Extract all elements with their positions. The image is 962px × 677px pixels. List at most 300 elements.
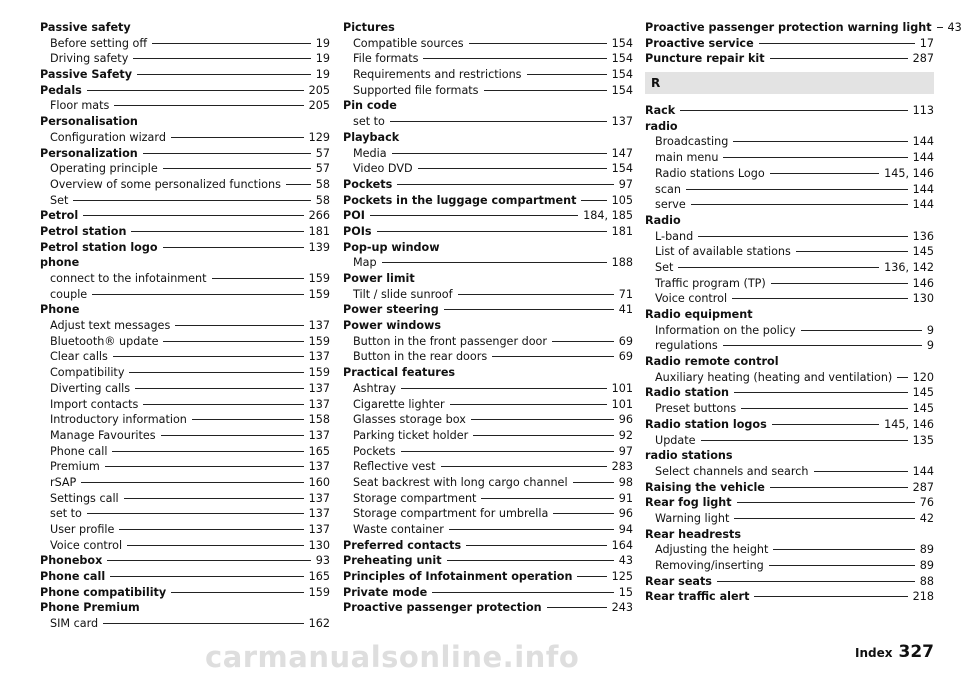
leader-line [769, 565, 915, 566]
index-subentry [343, 161, 633, 177]
leader-line [449, 529, 614, 530]
index-entry [645, 51, 934, 67]
entry-page-number: 154 [611, 162, 633, 176]
entry-page-number: 101 [611, 397, 633, 411]
index-subentry [40, 334, 330, 350]
index-entry [645, 417, 934, 433]
entry-page-number: 159 [308, 585, 330, 599]
index-entry [645, 20, 962, 36]
entry-label: Passive Safety [40, 68, 133, 82]
index-entry [645, 448, 934, 464]
entry-page-number: 105 [611, 193, 633, 207]
entry-page-number: 154 [611, 36, 633, 50]
entry-label: Premium [50, 460, 100, 474]
index-subentry [40, 177, 330, 193]
entry-page-number: 154 [611, 52, 633, 66]
entry-label: Settings call [50, 491, 119, 505]
entry-page-number: 144 [912, 135, 934, 149]
entry-page-number: 94 [618, 523, 633, 536]
leader-line [401, 451, 614, 452]
leader-line [450, 404, 607, 405]
leader-line [163, 247, 304, 248]
index-subentry [40, 365, 330, 381]
index-entry [40, 569, 330, 585]
entry-label: Proactive passenger protection [343, 601, 542, 615]
footer-page-number: 327 [898, 642, 934, 662]
leader-line [458, 294, 614, 295]
entry-label: Adjusting the height [655, 543, 769, 557]
index-subentry [40, 318, 330, 334]
entry-label: Traffic program (TP) [655, 276, 766, 290]
index-subentry [40, 381, 330, 397]
entry-page-number: 159 [308, 272, 330, 285]
entry-label: Rack [645, 104, 676, 118]
entry-label: Auxiliary heating (heating and ventilation) [655, 370, 893, 384]
index-entry [343, 240, 633, 256]
leader-line [113, 356, 304, 357]
entry-page-number: 89 [919, 559, 934, 572]
leader-line [370, 215, 578, 216]
leader-line [119, 529, 303, 530]
watermark: carmanualsonline.info [205, 640, 580, 674]
leader-line [87, 513, 304, 514]
leader-line [759, 43, 915, 44]
index-subentry [343, 36, 633, 52]
leader-line [471, 419, 614, 420]
entry-page-number: 287 [912, 52, 934, 66]
index-entry [645, 354, 934, 370]
entry-label: Rear headrests [645, 527, 742, 541]
index-entry [40, 208, 330, 224]
index-entry [343, 271, 633, 287]
entry-label: Proactive service [645, 36, 754, 50]
entry-label: Reflective vest [353, 460, 436, 474]
index-subentry [40, 522, 330, 538]
leader-line [143, 153, 311, 154]
entry-label: Petrol station logo [40, 240, 158, 254]
index-entry [645, 495, 934, 511]
entry-page-number: 96 [618, 507, 633, 521]
entry-label: Petrol station [40, 224, 127, 238]
entry-label: Pictures [343, 21, 395, 34]
leader-line [87, 90, 304, 91]
entry-label: Driving safety [50, 52, 129, 66]
index-subentry [343, 428, 633, 444]
entry-label: rSAP [50, 475, 77, 489]
leader-line [733, 141, 907, 142]
leader-line [432, 592, 614, 593]
index-entry [343, 98, 633, 114]
entry-label: Manage Favourites [50, 428, 156, 442]
entry-label: Clear calls [50, 350, 108, 364]
leader-line [397, 184, 613, 185]
index-entry [40, 146, 330, 162]
index-subentry [40, 616, 330, 632]
index-entry [40, 114, 330, 130]
leader-line [129, 372, 303, 373]
leader-line [112, 451, 303, 452]
entry-page-number: 41 [618, 303, 633, 317]
leader-line [286, 184, 311, 185]
index-entry [343, 538, 633, 554]
entry-label: Warning light [655, 511, 730, 525]
entry-label: Parking ticket holder [353, 428, 469, 442]
index-subentry [40, 349, 330, 365]
entry-label: Media [353, 146, 387, 160]
entry-page-number: 9 [926, 323, 934, 337]
entry-page-number: 137 [308, 350, 330, 364]
index-subentry [645, 291, 934, 307]
entry-page-number: 147 [611, 146, 633, 160]
entry-page-number: 113 [912, 104, 934, 118]
entry-page-number: 93 [315, 554, 330, 568]
leader-line [466, 545, 607, 546]
entry-label: Set [655, 260, 674, 274]
index-column-3 [645, 20, 962, 605]
entry-page-number: 97 [618, 177, 633, 191]
entry-label: Before setting off [50, 36, 148, 50]
leader-line [686, 189, 908, 190]
entry-page-number: 144 [912, 151, 934, 165]
entry-label: Pedals [40, 83, 82, 97]
leader-line [737, 502, 915, 503]
entry-label: Phonebox [40, 554, 103, 568]
index-entry [645, 589, 934, 605]
leader-line [377, 231, 607, 232]
entry-page-number: 125 [611, 570, 633, 584]
index-subentry [40, 98, 330, 114]
entry-page-number: 159 [308, 334, 330, 348]
entry-label: Pop-up window [343, 240, 440, 254]
index-subentry [40, 538, 330, 554]
leader-line [135, 388, 304, 389]
entry-label: List of available stations [655, 245, 791, 259]
index-entry [343, 365, 633, 381]
index-entry [40, 67, 330, 83]
leader-line [171, 137, 304, 138]
index-entry [343, 20, 633, 36]
leader-line [469, 43, 607, 44]
index-entry [40, 224, 330, 240]
entry-page-number: 97 [618, 444, 633, 458]
index-entry [645, 36, 934, 52]
leader-line [732, 298, 908, 299]
leader-line [447, 560, 614, 561]
entry-label: set to [50, 507, 82, 521]
entry-label: Rear traffic alert [645, 590, 750, 604]
entry-page-number: 145, 146 [884, 166, 934, 180]
entry-page-number: 159 [308, 287, 330, 301]
leader-line [444, 309, 614, 310]
index-subentry [343, 522, 633, 538]
entry-label: Seat backrest with long cargo channel [353, 475, 568, 489]
entry-page-number: 205 [308, 83, 330, 97]
leader-line [691, 204, 908, 205]
entry-label: Compatible sources [353, 36, 464, 50]
entry-label: Information on the policy [655, 323, 796, 337]
entry-label: Compatibility [50, 366, 125, 380]
index-entry [343, 318, 633, 334]
leader-line [814, 471, 908, 472]
entry-page-number: 145 [912, 402, 934, 416]
entry-page-number: 69 [618, 350, 633, 364]
index-subentry [343, 146, 633, 162]
index-subentry [343, 506, 633, 522]
leader-line [390, 121, 607, 122]
entry-page-number: 165 [308, 570, 330, 584]
leader-line [192, 419, 304, 420]
leader-line [92, 294, 303, 295]
entry-label: Radio stations Logo [655, 166, 765, 180]
entry-page-number: 98 [618, 475, 633, 489]
index-entry [343, 193, 633, 209]
index-subentry [645, 134, 934, 150]
index-entry [40, 83, 330, 99]
index-entry [40, 585, 330, 601]
leader-line [772, 424, 879, 425]
entry-page-number: 57 [315, 146, 330, 160]
entry-page-number: 188 [611, 256, 633, 270]
leader-line [723, 157, 907, 158]
entry-label: regulations [655, 339, 718, 353]
leader-line [717, 581, 915, 582]
entry-page-number: 139 [308, 240, 330, 254]
entry-label: File formats [353, 52, 419, 66]
entry-label: Cigarette lighter [353, 397, 445, 411]
leader-line [127, 545, 304, 546]
entry-page-number: 137 [308, 523, 330, 536]
entry-label: Phone [40, 303, 80, 317]
leader-line [124, 498, 304, 499]
index-subentry [343, 287, 633, 303]
entry-page-number: 181 [308, 224, 330, 238]
leader-line [770, 487, 908, 488]
entry-page-number: 160 [308, 475, 330, 489]
leader-line [441, 466, 607, 467]
entry-label: Glasses storage box [353, 413, 466, 427]
leader-line [423, 58, 606, 59]
entry-page-number: 15 [618, 585, 633, 599]
entry-label: main menu [655, 151, 719, 165]
entry-page-number: 9 [926, 339, 934, 353]
index-subentry [343, 349, 633, 365]
index-entry [645, 103, 934, 119]
entry-label: Phone call [40, 570, 106, 584]
index-entry [343, 224, 633, 240]
entry-label: Radio remote control [645, 355, 779, 369]
entry-page-number: 58 [315, 193, 330, 207]
index-entry [40, 553, 330, 569]
leader-line [701, 440, 908, 441]
entry-label: Overview of some personalized functions [50, 177, 281, 191]
leader-line [110, 576, 303, 577]
entry-label: POI [343, 209, 365, 223]
entry-label: Select channels and search [655, 464, 809, 478]
entry-page-number: 154 [611, 83, 633, 97]
index-subentry [343, 114, 633, 130]
leader-line [171, 592, 303, 593]
entry-label: serve [655, 198, 686, 212]
entry-page-number: 43 [618, 554, 633, 568]
leader-line [770, 58, 908, 59]
leader-line [552, 341, 614, 342]
entry-label: Update [655, 433, 696, 447]
entry-label: radio [645, 119, 678, 133]
entry-label: Raising the vehicle [645, 480, 765, 494]
entry-label: Phone Premium [40, 601, 140, 615]
entry-label: Adjust text messages [50, 319, 171, 333]
entry-label: User profile [50, 523, 115, 536]
leader-line [547, 607, 607, 608]
entry-label: Preferred contacts [343, 538, 462, 552]
index-entry [645, 574, 934, 590]
index-subentry [645, 464, 934, 480]
leader-line [734, 518, 914, 519]
letter-heading: R [645, 72, 934, 94]
entry-label: Practical features [343, 366, 456, 380]
entry-page-number: 159 [308, 366, 330, 380]
index-subentry [343, 67, 633, 83]
leader-line [133, 58, 310, 59]
entry-page-number: 136 [912, 229, 934, 243]
index-subentry [40, 130, 330, 146]
entry-label: Puncture repair kit [645, 52, 765, 66]
leader-line [418, 168, 607, 169]
leader-line [137, 74, 311, 75]
index-subentry [645, 511, 934, 527]
index-entry [40, 302, 330, 318]
entry-label: Pockets [353, 444, 396, 458]
entry-page-number: 137 [308, 507, 330, 521]
leader-line [678, 267, 879, 268]
entry-label: Personalization [40, 146, 138, 160]
entry-label: couple [50, 287, 88, 301]
leader-line [527, 74, 607, 75]
leader-line [734, 392, 908, 393]
leader-line [937, 27, 943, 28]
entry-label: Button in the front passenger door [353, 334, 547, 348]
index-subentry [343, 475, 633, 491]
entry-page-number: 154 [611, 68, 633, 82]
index-subentry [40, 506, 330, 522]
leader-line [577, 576, 606, 577]
entry-page-number: 137 [308, 381, 330, 395]
index-subentry [343, 255, 633, 271]
entry-label: Pin code [343, 99, 397, 113]
entry-label: Principles of Infotainment operation [343, 570, 573, 584]
index-subentry [645, 166, 934, 182]
entry-label: connect to the infotainment [50, 272, 207, 285]
index-subentry [40, 491, 330, 507]
entry-label: Pockets [343, 177, 393, 191]
entry-label: Requirements and restrictions [353, 68, 522, 82]
entry-page-number: 19 [315, 36, 330, 50]
entry-page-number: 96 [618, 413, 633, 427]
entry-label: Video DVD [353, 162, 413, 176]
index-subentry [343, 397, 633, 413]
entry-page-number: 130 [308, 538, 330, 552]
leader-line [801, 330, 922, 331]
entry-page-number: 144 [912, 464, 934, 478]
index-subentry [645, 542, 934, 558]
entry-page-number: 162 [308, 617, 330, 631]
entry-label: Ashtray [353, 381, 397, 395]
entry-page-number: 136, 142 [884, 260, 934, 274]
leader-line [163, 168, 311, 169]
entry-page-number: 91 [618, 491, 633, 505]
index-subentry [645, 182, 934, 198]
index-entry [645, 119, 934, 135]
leader-line [481, 498, 613, 499]
index-entry [343, 569, 633, 585]
leader-line [152, 43, 311, 44]
index-subentry [343, 412, 633, 428]
entry-page-number: 135 [912, 433, 934, 447]
entry-page-number: 92 [618, 428, 633, 442]
leader-line [143, 404, 303, 405]
leader-line [473, 435, 614, 436]
index-subentry [343, 83, 633, 99]
leader-line [401, 388, 607, 389]
entry-label: Floor mats [50, 99, 110, 113]
index-subentry [645, 558, 934, 574]
entry-page-number: 43 [947, 21, 962, 34]
index-subentry [343, 334, 633, 350]
entry-label: Set [50, 193, 69, 207]
entry-label: Personalisation [40, 115, 138, 129]
leader-line [212, 278, 304, 279]
leader-line [723, 345, 922, 346]
index-subentry [645, 401, 934, 417]
entry-label: Broadcasting [655, 135, 729, 149]
entry-page-number: 266 [308, 209, 330, 223]
entry-label: Bluetooth® update [50, 334, 159, 348]
entry-label: Removing/inserting [655, 559, 764, 572]
leader-line [107, 560, 310, 561]
index-subentry [645, 260, 934, 276]
index-subentry [645, 338, 934, 354]
entry-label: Supported file formats [353, 83, 479, 97]
leader-line [161, 435, 304, 436]
entry-page-number: 158 [308, 413, 330, 427]
entry-label: Passive safety [40, 21, 131, 34]
index-entry [343, 553, 633, 569]
entry-label: Radio [645, 213, 681, 227]
index-subentry [343, 381, 633, 397]
index-entry [645, 480, 934, 496]
index-entry [645, 527, 934, 543]
entry-page-number: 145 [912, 386, 934, 400]
leader-line [81, 482, 303, 483]
index-subentry [343, 491, 633, 507]
leader-line [484, 90, 607, 91]
index-entry [40, 600, 330, 616]
entry-label: POIs [343, 224, 372, 238]
entry-label: Proactive passenger protection warning light [645, 21, 932, 34]
entry-label: Pockets in the luggage compartment [343, 193, 577, 207]
index-entry [343, 600, 633, 616]
leader-line [698, 236, 907, 237]
entry-label: Radio equipment [645, 308, 753, 321]
entry-label: L-band [655, 229, 694, 243]
index-subentry [645, 276, 934, 292]
index-subentry [40, 459, 330, 475]
entry-page-number: 218 [912, 590, 934, 604]
leader-line [796, 251, 908, 252]
index-subentry [645, 244, 934, 260]
index-subentry [40, 428, 330, 444]
entry-label: Power steering [343, 303, 439, 317]
